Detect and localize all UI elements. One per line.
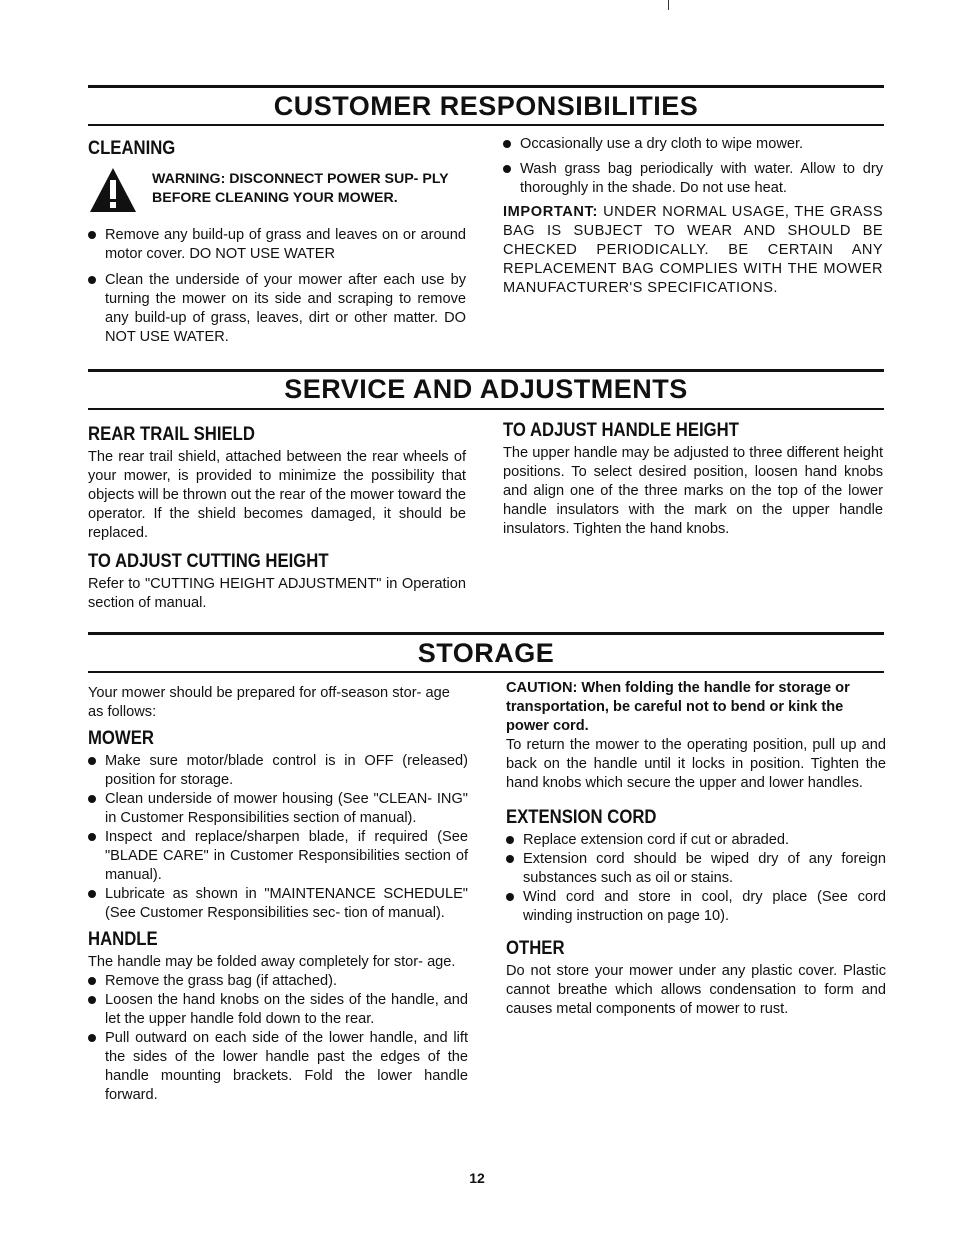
return-text: To return the mower to the operating position, pull up and back on the handle until it locks in position. Tighten the hand knobs which secure the upper and lower handles. [506,737,886,791]
handle-list [88,972,468,1105]
warning-text: WARNING: DISCONNECT POWER SUP- PLY BEFORE CLEANING YOUR MOWER. [152,171,449,206]
list-item: Loosen the hand knobs on the sides of the handle, and let the upper handle fold down to the rear. [88,991,468,1029]
storage-left-column [88,684,468,1105]
other-heading: OTHER [506,938,565,959]
header-rule-top [88,369,884,372]
cleaning-column [88,138,466,347]
bullet-icon [88,996,96,1004]
list-item: Lubricate as shown in "MAINTENANCE SCHEDULE" (See Customer Responsibilities sec- tion of manual). [88,885,468,923]
list-item: Remove the grass bag (if attached). [88,972,468,991]
list-item: Extension cord should be wiped dry of any foreign substances such as oil or stains. [506,850,886,888]
mower-heading: MOWER [88,728,154,749]
bullet-icon [88,757,96,765]
rear-trail-shield-heading: REAR TRAIL SHIELD [88,424,255,445]
list-item: Wash grass bag periodically with water. Allow to dry thoroughly in the shade. Do not use heat. [503,160,883,198]
section-title-service: SERVICE AND ADJUSTMENTS [284,374,688,404]
bullet-icon [88,231,96,239]
section-title-customer: CUSTOMER RESPONSIBILITIES [273,91,699,121]
important-note [503,203,883,298]
header-rule-bottom [88,124,884,126]
list-item: Pull outward on each side of the lower handle, and lift the sides of the lower handle past the edges of the handle mounting brackets. Fold the lower handle forward. [88,1029,468,1105]
other-text: Do not store your mower under any plastic cover. Plastic cannot breathe which allows condensation to form and causes metal components of mower to rust. [506,963,886,1017]
bullet-icon [88,833,96,841]
handle-height-text: The upper handle may be adjusted to three different height positions. To select desired position, loosen hand knobs and align one of the three marks on the top of the lower handle insulators with the mark on the upper handle insulators. Tighten the hand knobs. [503,445,883,537]
cleaning-right-list [503,135,883,198]
bullet-icon [503,140,511,148]
extension-cord-list [506,831,886,926]
section-title-storage: STORAGE [417,638,555,668]
bullet-icon [506,855,514,863]
cleaning-heading: CLEANING [88,138,176,159]
bullet-icon [88,977,96,985]
list-item: Replace extension cord if cut or abraded. [506,831,886,850]
list-item: Clean underside of mower housing (See "CLEAN- ING" in Customer Responsibilities section of manual). [88,790,468,828]
bullet-icon [506,836,514,844]
list-item: Inspect and replace/sharpen blade, if required (See "BLADE CARE" in Customer Responsibilities section of manual). [88,828,468,885]
bullet-icon [503,165,511,173]
bullet-icon [88,276,96,284]
warning-block [88,170,466,216]
mower-list [88,752,468,923]
handle-heading: HANDLE [88,929,158,950]
page-number: 12 [469,1170,485,1186]
list-item: Clean the underside of your mower after each use by turning the mower on its side and scraping to remove any build-up of grass, leaves, dirt or other matter. DO NOT USE WATER. [88,271,466,347]
scan-mark [668,0,669,10]
header-rule-bottom [88,408,884,410]
rear-trail-shield-text: The rear trail shield, attached between the rear wheels of your mower, is provided to minimize the possibility that objects will be thrown out the rear of the mower toward the operator. If the shield becomes damaged, it should be replaced. [88,449,467,541]
storage-right-column [506,679,886,1019]
bullet-icon [88,1034,96,1042]
service-left-column [88,424,466,613]
cutting-height-text: Refer to "CUTTING HEIGHT ADJUSTMENT" in Operation section of manual. [88,576,466,611]
bullet-icon [506,893,514,901]
list-item: Remove any build-up of grass and leaves on or around motor cover. DO NOT USE WATER [88,226,466,264]
warning-triangle-icon [88,166,138,216]
caution-text: CAUTION: When folding the handle for storage or transportation, be careful not to bend or kink the power cord. [506,680,850,734]
header-rule-top [88,632,884,635]
list-item: Occasionally use a dry cloth to wipe mower. [503,135,883,154]
bullet-icon [88,795,96,803]
extension-cord-heading: EXTENSION CORD [506,807,657,828]
header-rule-top [88,85,884,88]
service-right-column [503,420,883,539]
list-item: Wind cord and store in cool, dry place (See cord winding instruction on page 10). [506,888,886,926]
cleaning-list [88,226,466,347]
storage-intro: Your mower should be prepared for off-season stor- age as follows: [88,685,450,720]
header-rule-bottom [88,671,884,673]
important-label: IMPORTANT: [503,204,598,220]
bullet-icon [88,890,96,898]
cleaning-right-column [503,135,883,298]
handle-height-heading: TO ADJUST HANDLE HEIGHT [503,420,739,441]
list-item: Make sure motor/blade control is in OFF (released) position for storage. [88,752,468,790]
handle-intro: The handle may be folded away completely for stor- age. [88,954,456,970]
important-text: UNDER NORMAL USAGE, THE GRASS BAG IS SUBJECT TO WEAR AND SHOULD BE CHECKED PERIODICALLY. BE CERTAIN ANY REPLACEMENT BAG COMPLIES WITH THE MOWER MANUFACTURER'S SPECIFICATIONS. [503,204,883,296]
cutting-height-heading: TO ADJUST CUTTING HEIGHT [88,551,329,572]
